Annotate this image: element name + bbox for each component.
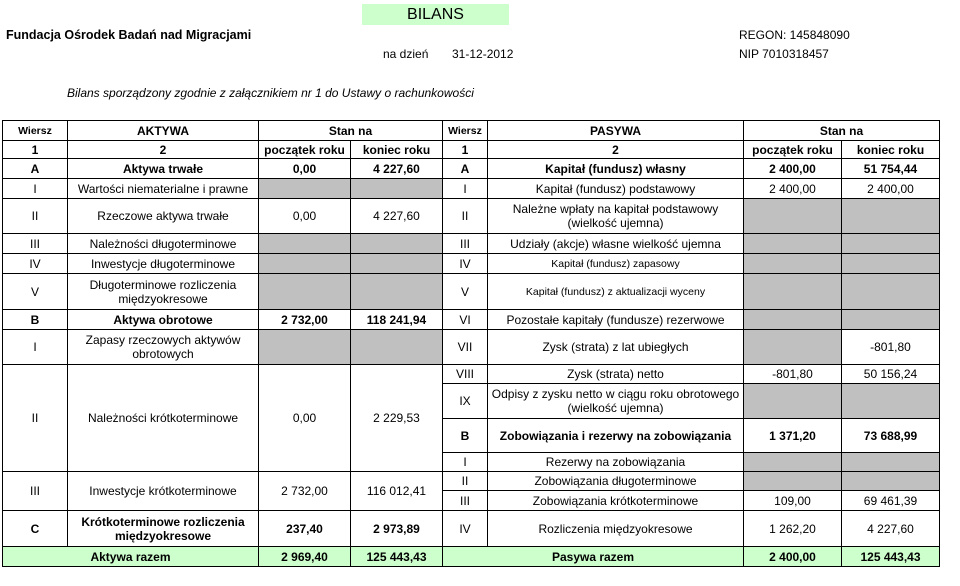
- row-label: Kapitał (fundusz) podstawowy: [488, 179, 744, 199]
- row-id: IV: [3, 254, 68, 274]
- row-id: B: [3, 310, 68, 330]
- header-cell: 1: [443, 141, 488, 159]
- row-label: Wartości niematerialne i prawne: [68, 179, 259, 199]
- empty-cell: [842, 199, 940, 234]
- row-id: C: [3, 511, 68, 547]
- value-end: 73 688,99: [842, 419, 940, 453]
- assets-total-end: 125 443,43: [351, 547, 443, 567]
- value-start: 237,40: [259, 511, 351, 547]
- empty-cell: [259, 330, 351, 365]
- value-start: 0,00: [259, 365, 351, 472]
- row-label: Długoterminowe rozliczenia międzyokresowe: [68, 274, 259, 310]
- value-start: 2 732,00: [259, 472, 351, 511]
- balance-sheet-table: [2, 120, 940, 567]
- row-label: Zysk (strata) z lat ubiegłych: [488, 330, 744, 365]
- header-cell: koniec roku: [842, 141, 940, 159]
- regon-number: REGON: 145848090: [739, 28, 850, 42]
- empty-cell: [351, 179, 443, 199]
- row-id: A: [443, 159, 488, 179]
- row-label: Aktywa obrotowe: [68, 310, 259, 330]
- row-label: Należności krótkoterminowe: [68, 365, 259, 472]
- value-end: 4 227,60: [351, 199, 443, 234]
- value-end: 4 227,60: [351, 159, 443, 179]
- col-wiersz-assets: Wiersz: [3, 121, 68, 141]
- row-id: IV: [443, 254, 488, 274]
- row-id: B: [443, 419, 488, 453]
- empty-cell: [842, 453, 940, 472]
- organization-name: Fundacja Ośrodek Badań nad Migracjami: [6, 28, 252, 42]
- value-end: 51 754,44: [842, 159, 940, 179]
- header-cell: 1: [3, 141, 68, 159]
- value-end: 50 156,24: [842, 365, 940, 384]
- row-id: I: [443, 453, 488, 472]
- empty-cell: [842, 274, 940, 310]
- liabilities-total-label: Pasywa razem: [443, 547, 744, 567]
- date-label: na dzień: [383, 47, 429, 61]
- row-id: IX: [443, 384, 488, 419]
- row-id: I: [3, 179, 68, 199]
- empty-cell: [744, 472, 842, 491]
- row-label: Zysk (strata) netto: [488, 365, 744, 384]
- legal-basis-note: Bilans sporządzony zgodnie z załącznikiem nr 1 do Ustawy o rachunkowości: [67, 86, 474, 100]
- value-start: 1 371,20: [744, 419, 842, 453]
- table-row: [3, 274, 940, 310]
- col-wiersz-liabilities: Wiersz: [443, 121, 488, 141]
- assets-total-label: Aktywa razem: [3, 547, 259, 567]
- empty-cell: [744, 453, 842, 472]
- row-label: Kapitał (fundusz) własny: [488, 159, 744, 179]
- value-start: -801,80: [744, 365, 842, 384]
- row-id: I: [3, 330, 68, 365]
- row-id: III: [443, 491, 488, 511]
- empty-cell: [259, 234, 351, 254]
- row-id: II: [3, 199, 68, 234]
- empty-cell: [842, 310, 940, 330]
- value-end: 116 012,41: [351, 472, 443, 511]
- row-label: Kapitał (fundusz) z aktualizacji wyceny: [488, 274, 744, 310]
- empty-cell: [259, 274, 351, 310]
- balance-title: BILANS: [362, 4, 509, 25]
- empty-cell: [351, 330, 443, 365]
- row-label: Należności długoterminowe: [68, 234, 259, 254]
- row-id: VII: [443, 330, 488, 365]
- col-liabilities-state: Stan na: [744, 121, 940, 141]
- col-liabilities-title: PASYWA: [488, 121, 744, 141]
- empty-cell: [351, 274, 443, 310]
- value-end: 2 400,00: [842, 179, 940, 199]
- empty-cell: [351, 234, 443, 254]
- row-label: Należne wpłaty na kapitał podstawowy (wielkość ujemna): [488, 199, 744, 234]
- value-end: -801,80: [842, 330, 940, 365]
- table-row: [3, 472, 940, 491]
- header-cell: 2: [68, 141, 259, 159]
- row-id: III: [443, 234, 488, 254]
- row-id: II: [443, 199, 488, 234]
- row-label: Kapitał (fundusz) zapasowy: [488, 254, 744, 274]
- table-row: [3, 159, 940, 179]
- row-label: Rezerwy na zobowiązania: [488, 453, 744, 472]
- row-label: Krótkoterminowe rozliczenia międzyokresowe: [68, 511, 259, 547]
- header-row-2: [3, 141, 940, 159]
- row-id: III: [3, 472, 68, 511]
- header-cell: 2: [488, 141, 744, 159]
- empty-cell: [744, 330, 842, 365]
- value-start: 2 732,00: [259, 310, 351, 330]
- header-cell: początek roku: [744, 141, 842, 159]
- nip-number: NIP 7010318457: [739, 47, 829, 61]
- totals-row: [3, 547, 940, 567]
- row-id: A: [3, 159, 68, 179]
- value-start: 2 400,00: [744, 179, 842, 199]
- empty-cell: [842, 472, 940, 491]
- empty-cell: [259, 254, 351, 274]
- row-label: Odpisy z zysku netto w ciągu roku obrotowego (wielkość ujemna): [488, 384, 744, 419]
- row-id: V: [443, 274, 488, 310]
- value-end: 69 461,39: [842, 491, 940, 511]
- row-label: Zobowiązania krótkoterminowe: [488, 491, 744, 511]
- row-id: I: [443, 179, 488, 199]
- col-assets-state: Stan na: [259, 121, 443, 141]
- empty-cell: [842, 234, 940, 254]
- row-id: V: [3, 274, 68, 310]
- value-end: 118 241,94: [351, 310, 443, 330]
- value-start: 109,00: [744, 491, 842, 511]
- value-end: 4 227,60: [842, 511, 940, 547]
- row-label: Rozliczenia międzyokresowe: [488, 511, 744, 547]
- balance-date: 31-12-2012: [452, 47, 514, 61]
- table-row: [3, 179, 940, 199]
- table-row: [3, 365, 940, 384]
- row-label: Aktywa trwałe: [68, 159, 259, 179]
- empty-cell: [842, 254, 940, 274]
- header-cell: początek roku: [259, 141, 351, 159]
- empty-cell: [351, 254, 443, 274]
- table-row: [3, 234, 940, 254]
- row-label: Inwestycje długoterminowe: [68, 254, 259, 274]
- table-row: [3, 310, 940, 330]
- row-id: II: [3, 365, 68, 472]
- empty-cell: [744, 199, 842, 234]
- row-label: Inwestycje krótkoterminowe: [68, 472, 259, 511]
- table-row: [3, 511, 940, 547]
- row-label: Rzeczowe aktywa trwałe: [68, 199, 259, 234]
- value-end: 2 973,89: [351, 511, 443, 547]
- header-row-1: [3, 121, 940, 141]
- value-start: 0,00: [259, 199, 351, 234]
- empty-cell: [259, 179, 351, 199]
- empty-cell: [842, 384, 940, 419]
- row-id: VIII: [443, 365, 488, 384]
- row-label: Zobowiązania i rezerwy na zobowiązania: [488, 419, 744, 453]
- row-id: III: [3, 234, 68, 254]
- liabilities-total-end: 125 443,43: [842, 547, 940, 567]
- row-label: Zobowiązania długoterminowe: [488, 472, 744, 491]
- col-assets-title: AKTYWA: [68, 121, 259, 141]
- row-id: II: [443, 472, 488, 491]
- liabilities-total-start: 2 400,00: [744, 547, 842, 567]
- empty-cell: [744, 384, 842, 419]
- table-row: [3, 330, 940, 365]
- value-start: 2 400,00: [744, 159, 842, 179]
- table-row: [3, 199, 940, 234]
- row-id: VI: [443, 310, 488, 330]
- row-label: Udziały (akcje) własne wielkość ujemna: [488, 234, 744, 254]
- empty-cell: [744, 310, 842, 330]
- row-label: Pozostałe kapitały (fundusze) rezerwowe: [488, 310, 744, 330]
- empty-cell: [744, 274, 842, 310]
- row-id: IV: [443, 511, 488, 547]
- header-cell: koniec roku: [351, 141, 443, 159]
- value-end: 2 229,53: [351, 365, 443, 472]
- value-start: 0,00: [259, 159, 351, 179]
- table-row: [3, 254, 940, 274]
- empty-cell: [744, 234, 842, 254]
- empty-cell: [744, 254, 842, 274]
- assets-total-start: 2 969,40: [259, 547, 351, 567]
- row-label: Zapasy rzeczowych aktywów obrotowych: [68, 330, 259, 365]
- value-start: 1 262,20: [744, 511, 842, 547]
